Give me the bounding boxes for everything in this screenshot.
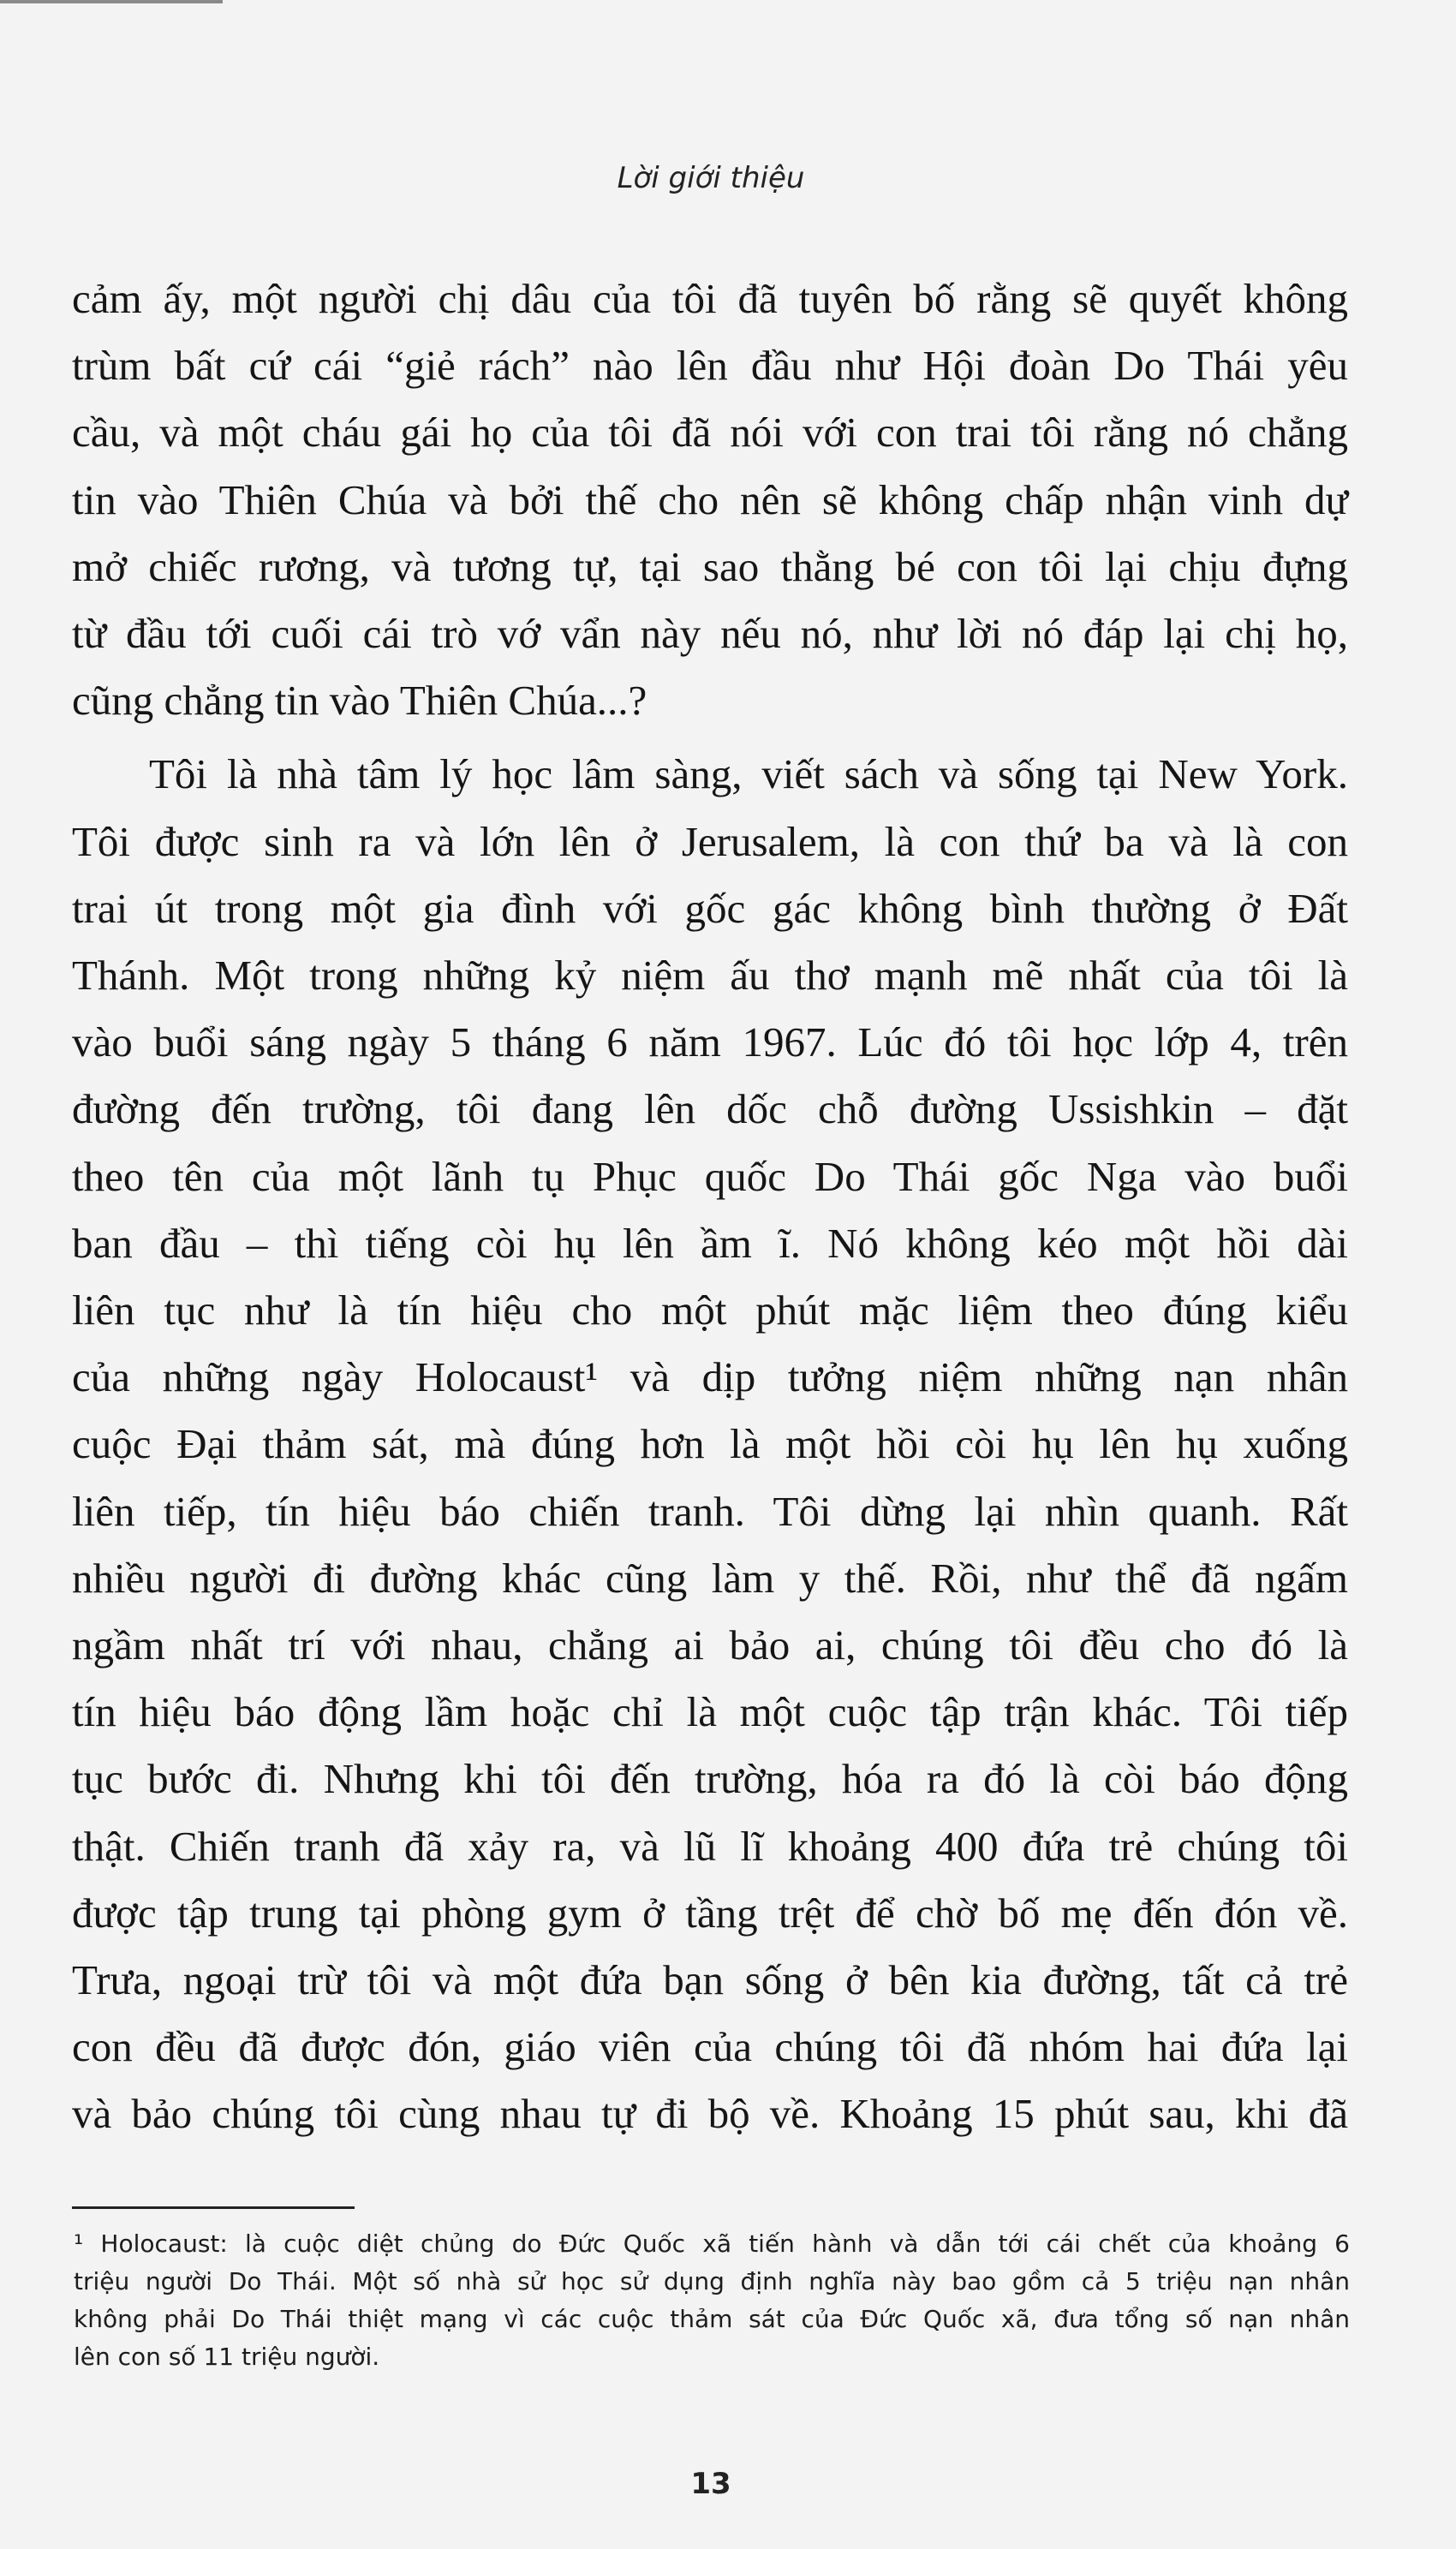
text-line: đường đến trường, tôi đang lên dốc chỗ đường Ussishkin – đặt (72, 1085, 1348, 1133)
text-line: tin vào Thiên Chúa và bởi thế cho nên sẽ không chấp nhận vinh dự (72, 475, 1348, 523)
text-line: liên tục như là tín hiệu cho một phút mặc liệm theo đúng kiểu (72, 1286, 1348, 1334)
text-line: trai út trong một gia đình với gốc gác không bình thường ở Đất (72, 884, 1348, 932)
text-line: nhiều người đi đường khác cũng làm y thế. Rồi, như thể đã ngấm (72, 1554, 1348, 1602)
text-line: cầu, và một cháu gái họ của tôi đã nói với con trai tôi rằng nó chẳng (72, 409, 1348, 457)
paragraph-1 (72, 266, 1348, 734)
text-line: theo tên của một lãnh tụ Phục quốc Do Thái gốc Nga vào buổi (72, 1152, 1348, 1200)
footnote-line: không phải Do Thái thiệt mạng vì các cuộc thảm sát của Đức Quốc xã, đưa tổng số nạn nhân (74, 2305, 1350, 2333)
footnote-divider (72, 2206, 355, 2209)
text-line: tín hiệu báo động lầm hoặc chỉ là một cuộc tập trận khác. Tôi tiếp (72, 1688, 1348, 1736)
text-line: Tôi là nhà tâm lý học lâm sàng, viết sách và sống tại New York. (149, 750, 1348, 798)
page-number: 13 (690, 2467, 731, 2501)
text-line: cuộc Đại thảm sát, mà đúng hơn là một hồi còi hụ lên hụ xuống (72, 1420, 1348, 1468)
running-header: Lời giới thiệu (617, 161, 805, 195)
text-line: con đều đã được đón, giáo viên của chúng tôi đã nhóm hai đứa lại (72, 2023, 1348, 2071)
text-line: Tôi được sinh ra và lớn lên ở Jerusalem, là con thứ ba và là con (72, 817, 1348, 865)
text-line: cũng chẳng tin vào Thiên Chúa...? (72, 677, 647, 725)
text-line: được tập trung tại phòng gym ở tầng trệt để chờ bố mẹ đến đón về. (72, 1889, 1348, 1937)
footnote (74, 2225, 1350, 2376)
text-line: mở chiếc rương, và tương tự, tại sao thằng bé con tôi lại chịu đựng (72, 542, 1348, 590)
text-line: thật. Chiến tranh đã xảy ra, và lũ lĩ khoảng 400 đứa trẻ chúng tôi (72, 1822, 1348, 1870)
text-line: ngầm nhất trí với nhau, chẳng ai bảo ai, chúng tôi đều cho đó là (72, 1621, 1348, 1669)
text-line: trùm bất cứ cái “giẻ rách” nào lên đầu như Hội đoàn Do Thái yêu (72, 342, 1348, 390)
scan-edge-mark (0, 0, 223, 3)
footnote-line: lên con số 11 triệu người. (74, 2343, 380, 2371)
text-line: Thánh. Một trong những kỷ niệm ấu thơ mạnh mẽ nhất của tôi là (72, 952, 1348, 1000)
footnote-line: ¹ Holocaust: là cuộc diệt chủng do Đức Quốc xã tiến hành và dẫn tới cái chết của khoảng 6 (74, 2230, 1350, 2258)
text-line: và bảo chúng tôi cùng nhau tự đi bộ về. Khoảng 15 phút sau, khi đã (72, 2090, 1348, 2138)
footnote-line: triệu người Do Thái. Một số nhà sử học sử dụng định nghĩa này bao gồm cả 5 triệu nạn nhân (74, 2267, 1350, 2295)
text-line: tục bước đi. Nhưng khi tôi đến trường, hóa ra đó là còi báo động (72, 1755, 1348, 1803)
body-text (72, 266, 1348, 2148)
text-line: Trưa, ngoại trừ tôi và một đứa bạn sống ở bên kia đường, tất cả trẻ (72, 1956, 1348, 2004)
text-line: liên tiếp, tín hiệu báo chiến tranh. Tôi dừng lại nhìn quanh. Rất (72, 1487, 1348, 1535)
text-line: của những ngày Holocaust¹ và dịp tưởng niệm những nạn nhân (72, 1353, 1348, 1401)
text-line: từ đầu tới cuối cái trò vớ vẩn này nếu nó, như lời nó đáp lại chị họ, (72, 610, 1348, 658)
text-line: cảm ấy, một người chị dâu của tôi đã tuyên bố rằng sẽ quyết không (72, 275, 1348, 322)
paragraph-2 (72, 741, 1348, 2147)
text-line: ban đầu – thì tiếng còi hụ lên ầm ĩ. Nó không kéo một hồi dài (72, 1219, 1348, 1267)
paragraph-gap (72, 734, 1348, 741)
text-line: vào buổi sáng ngày 5 tháng 6 năm 1967. Lúc đó tôi học lớp 4, trên (72, 1018, 1348, 1066)
